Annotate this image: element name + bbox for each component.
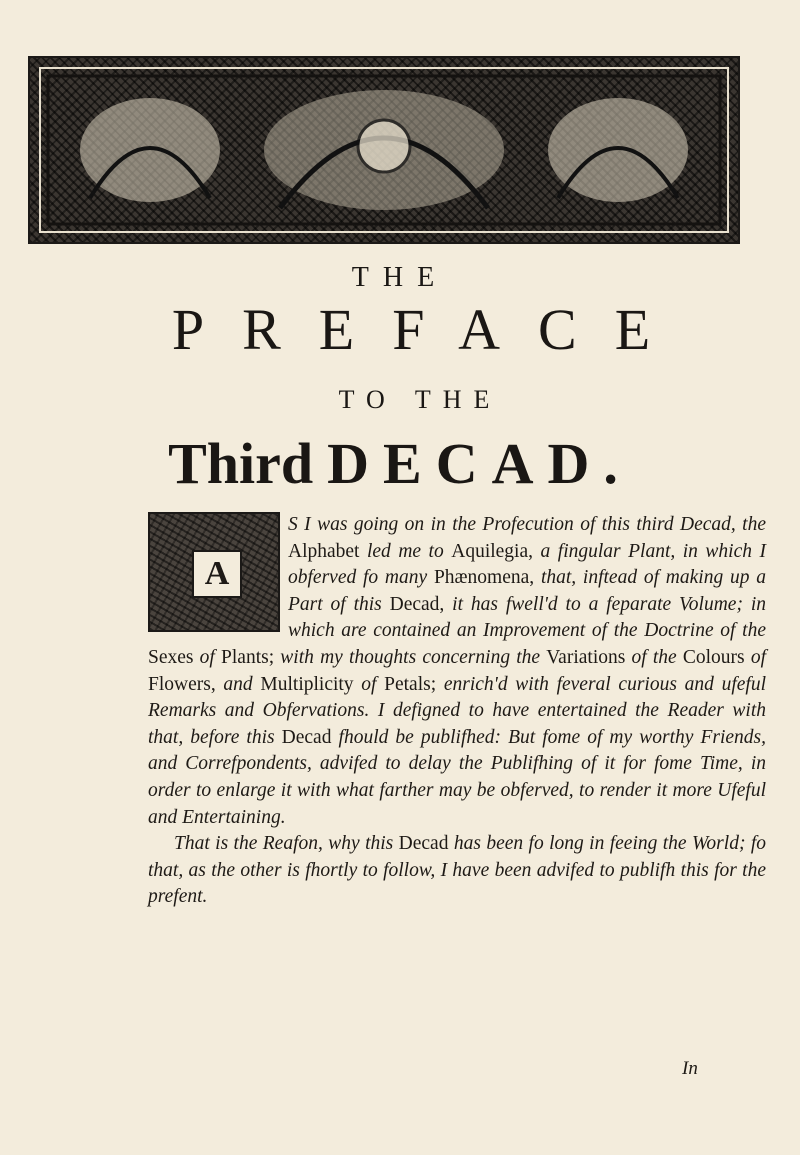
headpiece-engraving	[30, 58, 738, 242]
text-span: with my thoughts concerning the	[274, 646, 547, 668]
text-span: led me to	[359, 540, 452, 562]
heading-the: THE	[351, 262, 449, 293]
catchword: In	[682, 1058, 698, 1079]
text-span: fhould be publifhed: But fome of my worthy Friends, and Correfpondents, advifed to delay the Publifhing of it for fome Time, in order to enlarge it with what farther may be obferved, to render it more Ufeful and Entertaining.	[148, 726, 766, 828]
text-span: Multiplicity	[260, 673, 354, 695]
headpiece-ornament	[28, 56, 740, 244]
text-span: that, inftead of making up a Part of this	[288, 567, 766, 615]
text-span: it has fwell'd to a feparate Volume; in which are contained an Improvement of the Doctrine of the	[288, 593, 766, 642]
heading-to-the: TO THE	[338, 385, 502, 414]
initial-spacer	[148, 512, 288, 632]
heading-third: Third	[168, 431, 314, 496]
text-span: That is the Reafon, why this	[174, 833, 399, 855]
text-span: of	[353, 673, 385, 695]
text-span: Decad	[281, 726, 332, 748]
text-span: Variations	[546, 646, 626, 668]
heading-decad: DECAD.	[327, 431, 632, 496]
text-span: a fingular Plant, in which I obferved fo many	[288, 540, 766, 589]
text-span: Sexes	[148, 646, 194, 668]
text-span: Alphabet	[288, 540, 360, 562]
text-span: Petals;	[384, 673, 437, 695]
text-span: Colours	[682, 646, 745, 668]
text-span: Phænomena,	[433, 567, 535, 589]
paragraph-2	[148, 831, 766, 911]
text-span: S I was going on in the Profecution of this third Decad, the	[288, 514, 766, 535]
text-span: Flowers,	[148, 673, 216, 695]
preface-body	[148, 512, 766, 911]
text-span: of	[744, 646, 766, 668]
text-span: of the	[625, 646, 683, 668]
heading-preface: PREFACE	[171, 297, 689, 362]
text-span: has been fo long in feeing the World; fo that, as the other is fhortly to follow, I have been advifed to publifh this for the prefent.	[148, 833, 766, 908]
text-span: enrich'd with feveral curious and ufeful Remarks and Obfervations. I defigned to have entertained the Reader with that, before this	[148, 673, 766, 748]
heading-third-decad	[0, 430, 800, 497]
text-span: of	[193, 646, 222, 668]
text-span: Decad	[398, 833, 449, 855]
initial-letter: A	[192, 550, 242, 598]
text-span: Decad,	[389, 593, 445, 615]
text-span: Plants;	[221, 646, 275, 668]
text-span: Aquilegia,	[451, 540, 534, 562]
text-span: and	[215, 673, 261, 695]
